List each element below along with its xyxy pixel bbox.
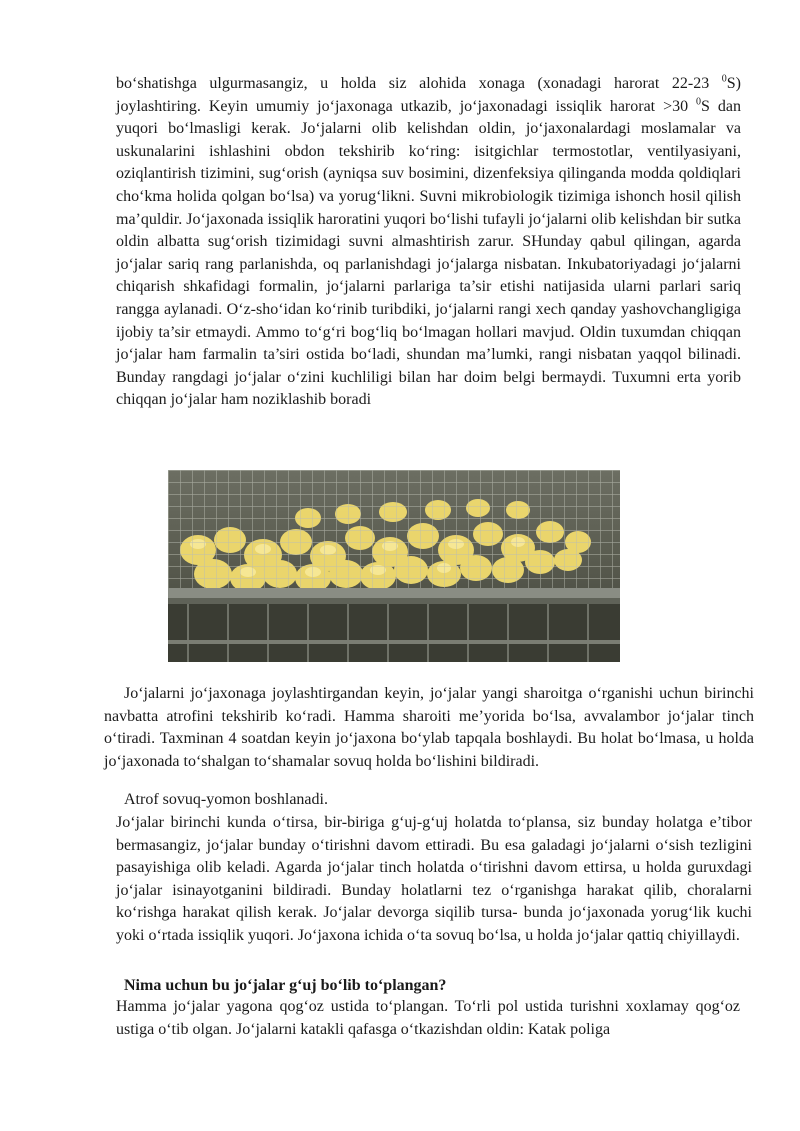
chicks-cage-photo [168,470,620,662]
paragraph-behaviour: Jo‘jalar birinchi kunda o‘tirsa, bir-biriga g‘uj-g‘uj holatda to‘plansa, siz bunday holatga e’tibor bermasangiz, jo‘jalar bunday o‘tirishni davom ettiradi. Bu esa galadagi jo‘jalarni o‘sish tezligini pasayishiga olib keladi. Agarda jo‘jalar tinch holatda o‘tirishni davom ettirsa, u holda guruxdagi jo‘jalar isinayotganini bildiradi. Bunday holatlarni tez o‘rganishga harakat qilib, choralarni ko‘rishga harakat qilish kerak. Jo‘jalar devorga siqilib tursa- bunda jo‘jaxonada yorug‘lik kuchi yoki o‘rtada issiqlik yuqori. Jo‘jaxona ichida o‘ta sovuq bo‘lsa, u holda jo‘jalar qattiq chiyillaydi. [116,814,752,944]
paragraph-adaptation: Jo‘jalarni jo‘jaxonaga joylashtirgandan keyin, jo‘jalar yangi sharoitga o‘rganishi uchun birinchi navbatta atrofini tekshirib ko‘radi. Hamma sharoiti me’yorida bo‘lsa, avvalambor jo‘jalar tinch o‘tiradi. Taxminan 4 soatdan keyin jo‘jaxona bo‘ylab tapqala boshlaydi. Bu holat bo‘lmasa, u holda jo‘jaxonada to‘shalgan to‘shamalar sovuq holda bo‘lishini bildiradi. [104,685,754,770]
degree-superscript: 0 [721,73,727,85]
intro-paragraph [116,73,741,412]
section-heading: Nima uchun bu jo‘jalar g‘uj bo‘lib to‘plangan? [124,977,447,994]
text-run: S dan yuqori bo‘lmasligi kerak. Jo‘jalarni olib kelishdan oldin, jo‘jaxonalardagi moslamalar va uskunalarini ishlashini obdon tekshirib ko‘ring: isitgichlar termostotlar, ventilyasiyani, oziqlantirish tizimini, sug‘orish (ayniqsa suv bosimini, dizenfeksiya qilinganda modda qoldiqlari cho‘kma holida qolgan bo‘lsa) va yorug‘likni. Suvni mikrobiologik tizimiga ishonch hosil qilish ma’quldir. Jo‘jaxonada issiqlik haroratini yuqori bo‘lishi tufayli jo‘jalarni olib kelishdan bir sutka oldin albatta sug‘orish tizimidagi suvni almashtirish zarur. SHunday qabul qilingan, agarda jo‘jalar sariq rang parlanishda, oq parlanishdagi jo‘jalarga nisbatan. Inkubatoriyadagi jo‘jalarni chiqarish shkafidagi formalin, jo‘jalarni parlariga ta’sir etishi natijasida ularni parlari sariq rangga aylanadi. O‘z-sho‘idan ko‘rinib turibdiki, jo‘jalarni rangi xech qanday yashovchangligiga ijobiy ta’sir etmaydi. Ammo to‘g‘ri bog‘liq bo‘lmagan hollari mavjud. Oldin tuxumdan chiqqan jo‘jalar ham farmalin ta’siri ostida bo‘ladi, shundan ma’lumki, rangi nisbatan yaqqol bilinadi. Bunday rangdagi jo‘jalar o‘zini kuchliligi bilan har doim belgi bermaydi. Tuxumni erta yorib chiqqan jo‘jalar ham noziklashib boradi [116,97,741,409]
paragraph-short: Atrof sovuq-yomon boshlanadi. [124,791,328,808]
text-run: bo‘shatishga ulgurmasangiz, u holda siz alohida xonaga (xonadagi harorat 22-23 [116,75,722,92]
degree-superscript: 0 [696,96,702,108]
text-run: S) joylashtiring. Keyin umumiy jo‘jaxonaga utkazib, jo‘jaxonadagi issiqlik harorat >30 [116,75,741,115]
paragraph-answer: Hamma jo‘jalar yagona qog‘oz ustida to‘plangan. To‘rli pol ustida turishni xoxlamay qog‘oz ustiga o‘tib olgan. Jo‘jalarni katakli qafasga o‘tkazishdan oldin: Katak poliga [116,998,740,1038]
